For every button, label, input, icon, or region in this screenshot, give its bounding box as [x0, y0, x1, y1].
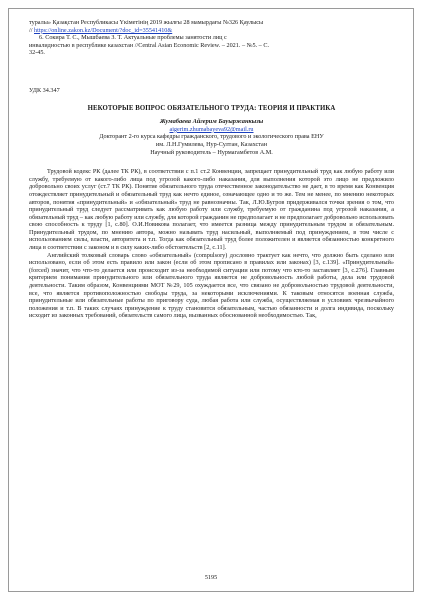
reference-6-line-3: 32-45. [29, 49, 45, 57]
page-content [29, 19, 394, 320]
reference-link[interactable]: https://online.zakon.kz/Document/?doc_id=35541410& [34, 26, 173, 34]
body-paragraph: Трудовой кодекс РК (далее ТК РК), в соответствии с п.1 ст.2 Конвенции, запрещает принудительный труд как любую работу или службу, требуемую от какого-либо лица под угрозой какого-либо наказания, для выполнения которой это лицо не предложило добровольно своих услуг (ст.7 ТК РК). Понятие обязательного труда отечественное законодательство не дает, в то время как Конвенция отождествляет принудительный и обязательный труд как нечто единое, означающее одно и то же. Тем не менее, по мнению некоторых авторов, понятия «принудительный» и «обязательный» труд не равнозначны. Так, Л.Ю.Бугров придерживался точки зрения о том, что принудительный труд следует рассматривать как любую работу или службу, требуемую от гражданина под угрозой наказания, а обязательный труд – как любую работу или службу, для которой гражданин не предполагает и не предполагает добровольно использовать свою способность к труду [1, с.80]. О.И.Новикова полагает, что имеется разница между принудительным трудом и обязательным. Принудительный трудом, по мнению автора, можно называть труд насильный, выполняемый под принуждением, в том числе с использованием силы, власти, авторитета и т.п. Тогда как обязательный труд более положителен и является обязанностью конкретного лица в соответствии с законом и в силу каких-либо обстоятельств [2, с.11]. [29, 168, 394, 252]
author-position: Докторант 2-го курса кафедры гражданского, трудового и экологического права ЕНУ [99, 133, 324, 141]
author-email-link[interactable]: aigerim.zhumabayeva92@mail.ru [169, 125, 254, 133]
references-block [29, 19, 394, 57]
reference-6-line-1: 6. Сокира Т. С., Мышбаева З. Т. Актуальные проблемы занятости лиц с [39, 34, 227, 42]
reference-6-line-2: инвалидностью в республике казахстан //Central Asian Economic Review. – 2021. – №5. – С. [29, 41, 269, 49]
author-name: Жумабаева Айгерим Бауыржанкызы [159, 118, 264, 126]
udc-code: УДК 34.347 [29, 86, 60, 94]
reference-line: туралы» Қазақстан Республикасы Үкіметінің 2019 жылғы 28 мамырдағы №326 Қаулысы [29, 19, 264, 26]
body-paragraph: Английский толковый словарь слово «обязательный» (compulsory) дословно трактует как нечто, что должно быть сделано или использовано, если об этом есть правило или закон (если об этом прописано в правилах или законах) [3, с.139]. «Принудительный» (forced) значит, что что-то делается или происходит из-за необходимой ситуации или потому что кто-то заставляет [3, с.276]. Главным критерием понимания принудительного или обязательного труда является не добровольность любой работы, дела или трудовой деятельности. Таким образом, Конвенциями МОТ №29, 105 охуждается все, что связано не добровольностью трудовой деятельности, все, что является противоположностью свободы труда, за некоторыми исключениями. К таковым относятся военная служба, принудительные или обязательные работы по приговору суда, любая работа или служба, осуществляемая в условиях чрезвычайного положения и т.п. В таких случаях принуждение к труду становится обязательным, частью обязанности и долга индивида, поскольку исходит из законных требований, обязательств самого лица, вызванных обоснованной необходимостью. Так, [29, 251, 394, 320]
reference-link-line [29, 27, 394, 35]
page-number: 5195 [204, 574, 218, 581]
document-page [8, 8, 414, 592]
article-title: НЕКОТОРЫЕ ВОПРОС ОБЯЗАТЕЛЬНОГО ТРУДА: ТЕОРИЯ И ПРАКТИКА [87, 104, 336, 112]
article-body [29, 168, 394, 320]
reference-link-prefix: // [29, 26, 34, 34]
author-supervisor: Научный руководитель – Нурмагамбетов А.М. [150, 148, 273, 156]
author-email-line [29, 126, 394, 134]
author-university: им. Л.Н.Гумилева, Нур-Султан, Казахстан [155, 140, 268, 148]
